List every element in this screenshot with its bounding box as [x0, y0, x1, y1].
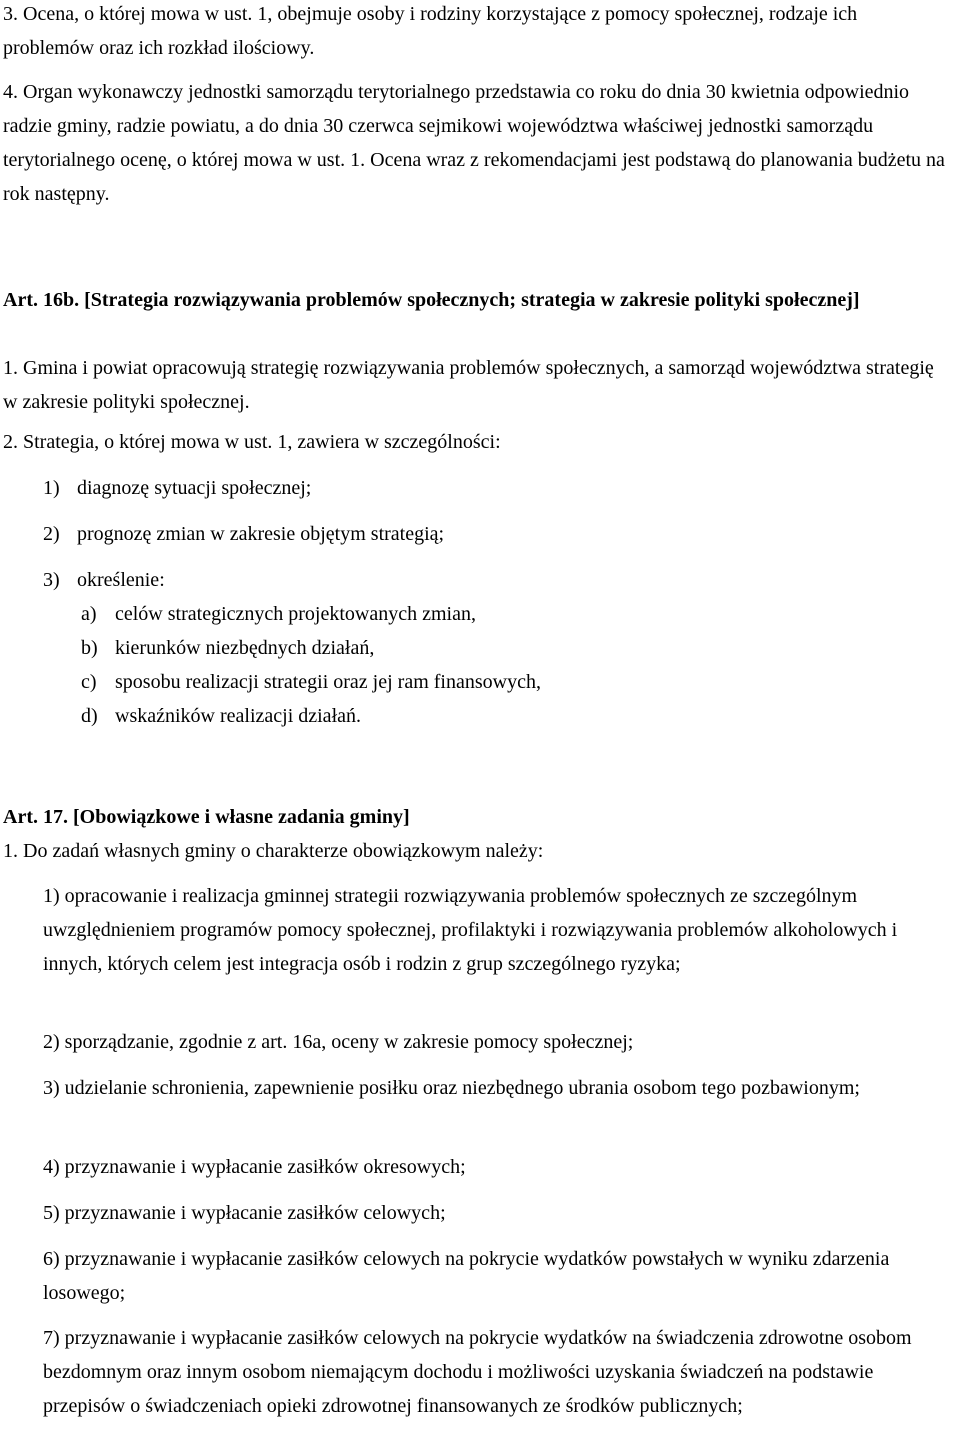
art16b-paragraph-2: 2. Strategia, o której mowa w ust. 1, zawiera w szczególności: — [3, 431, 501, 453]
art16b-item-1 — [0, 471, 949, 505]
art16b-subitem-a — [0, 597, 941, 631]
item-text: udzielanie schronienia, zapewnienie posiłku oraz niezbędnego ubrania osobom tego pozbawionym; — [64, 1077, 860, 1099]
art16b-subitem-c — [0, 665, 941, 699]
art17-item-6 — [0, 1242, 960, 1310]
item-number: 6) — [43, 1248, 60, 1270]
item-text: prognozę zmian w zakresie objętym strategią; — [77, 523, 445, 545]
subitem-letter: d) — [81, 705, 98, 727]
art17-item-3 — [0, 1071, 960, 1105]
subitem-text: celów strategicznych projektowanych zmian, — [115, 603, 476, 625]
item-text: przyznawanie i wypłacanie zasiłków celowych na pokrycie wydatków powstałych w wyniku zdarzenia losowego; — [43, 1248, 890, 1304]
art16b-item-2 — [0, 517, 949, 551]
item-number: 2) — [43, 523, 60, 545]
art17-item-7 — [0, 1321, 960, 1423]
subitem-letter: c) — [81, 671, 97, 693]
item-text: diagnozę sytuacji społecznej; — [77, 477, 312, 499]
subitem-text: sposobu realizacji strategii oraz jej ram finansowych, — [115, 671, 541, 693]
art16a-paragraph-4: 4. Organ wykonawczy jednostki samorządu terytorialnego przedstawia co roku do dnia 30 kwietnia odpowiednio radzie gminy, radzie powiatu, a do dnia 30 czerwca sejmikowi województwa właściwej jednostki samorządu terytorialnego ocenę, o której mowa w ust. 1. Ocena wraz z rekomendacjami jest podstawą do planowania budżetu na rok następny. — [3, 81, 945, 205]
item-text: określenie: — [77, 569, 165, 591]
art16a-paragraph-3: 3. Ocena, o której mowa w ust. 1, obejmuje osoby i rodziny korzystające z pomocy społecznej, rodzaje ich problemów oraz ich rozkład ilościowy. — [3, 3, 858, 59]
item-number: 3) — [43, 1077, 60, 1099]
item-text: przyznawanie i wypłacanie zasiłków celowych na pokrycie wydatków na świadczenia zdrowotne osobom bezdomnym oraz innym osobom niemającym dochodu i możliwości uzyskania świadczeń na podstawie przepisów o świadczeniach opieki zdrowotnej finansowanych ze środków publicznych; — [43, 1327, 912, 1417]
item-number: 7) — [43, 1327, 60, 1349]
subitem-text: wskaźników realizacji działań. — [115, 705, 361, 727]
item-text: opracowanie i realizacja gminnej strategii rozwiązywania problemów społecznych ze szczególnym uwzględnieniem programów pomocy społecznej, profilaktyki i rozwiązywania problemów alkoholowych i innych, których celem jest integracja osób i rodzin z grup szczególnego ryzyka; — [43, 885, 898, 975]
item-text: przyznawanie i wypłacanie zasiłków okresowych; — [64, 1156, 466, 1178]
art17-item-2 — [0, 1025, 960, 1059]
item-number: 3) — [43, 569, 60, 591]
art16b-paragraph-1: 1. Gmina i powiat opracowują strategię rozwiązywania problemów społecznych, a samorząd województwa strategię w zakresie polityki społecznej. — [3, 357, 934, 413]
art17-item-1 — [0, 879, 960, 981]
item-number: 1) — [43, 885, 60, 907]
item-number: 1) — [43, 477, 60, 499]
item-text: sporządzanie, zgodnie z art. 16a, oceny w zakresie pomocy społecznej; — [64, 1031, 634, 1053]
art17-item-5 — [0, 1196, 960, 1230]
subitem-letter: a) — [81, 603, 97, 625]
art16b-heading: Art. 16b. [Strategia rozwiązywania problemów społecznych; strategia w zakresie polityki społecznej] — [3, 289, 860, 311]
art17-paragraph-1: 1. Do zadań własnych gminy o charakterze obowiązkowym należy: — [3, 840, 544, 862]
art16b-subitem-d — [0, 699, 941, 733]
subitem-text: kierunków niezbędnych działań, — [115, 637, 375, 659]
art17-heading: Art. 17. [Obowiązkowe i własne zadania gminy] — [3, 806, 410, 828]
item-number: 2) — [43, 1031, 60, 1053]
art16b-subitem-b — [0, 631, 941, 665]
item-number: 4) — [43, 1156, 60, 1178]
art17-item-4 — [0, 1150, 960, 1184]
art16b-item-3 — [0, 563, 949, 597]
subitem-letter: b) — [81, 637, 98, 659]
item-number: 5) — [43, 1202, 60, 1224]
item-text: przyznawanie i wypłacanie zasiłków celowych; — [64, 1202, 446, 1224]
